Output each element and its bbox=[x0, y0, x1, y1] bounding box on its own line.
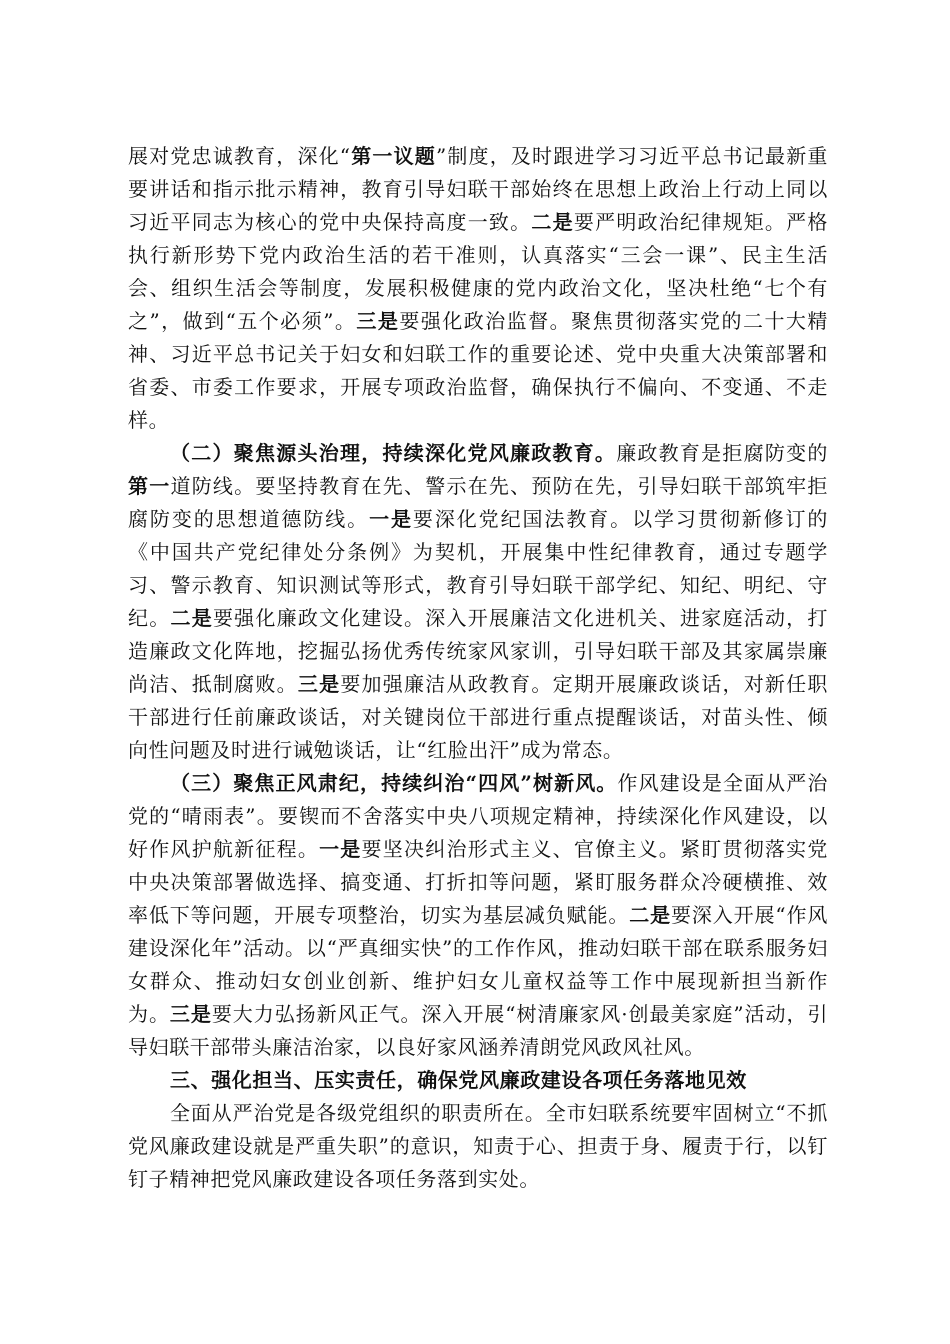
text-segment: 要深入开展“作风建设深化年”活动。以“严真细实快”的工作作风，推动妇联干部在联系服务妇女群众、推动妇女创业创新、维护妇女儿童权益等工作中展现新担当新作为。 bbox=[128, 903, 829, 1026]
bold-text-segment: 一是 bbox=[319, 837, 362, 861]
bold-text-segment: 三是 bbox=[169, 1002, 212, 1026]
bold-text-segment: （二）聚焦源头治理，持续深化党风廉政教育。 bbox=[170, 441, 617, 465]
document-page bbox=[128, 140, 828, 1196]
bold-text-segment: 三是 bbox=[356, 309, 400, 333]
bold-text-segment: 第一 bbox=[128, 474, 171, 498]
text-segment: 要加强廉洁从政教育。定期开展廉政谈话，对新任职干部进行任前廉政谈话，对关键岗位干部进行重点提醒谈话，对苗头性、倾向性问题及时进行诫勉谈话，让“红脸出汗”成为常态。 bbox=[128, 672, 828, 762]
text-segment: 要深化党纪国法教育。以学习贯彻新修订的《中国共产党纪律处分条例》为契机，开展集中性纪律教育，通过专题学习、警示教育、知识测试等形式，教育引导妇联干部学纪、知纪、明纪、守纪。 bbox=[128, 507, 829, 630]
text-segment: ”制度，及时跟进学习习近平总书记最新重要讲话和指示批示精神，教育引导妇联干部始终在思想上政治上行动上同以习近平同志为核心的党中央保持高度一致。 bbox=[128, 144, 829, 234]
closing-paragraph: 全面从严治党是各级党组织的职责所在。全市妇联系统要牢固树立“不抓党风廉政建设就是严重失职”的意识，知责于心、担责于身、履责于行，以钉钉子精神把党风廉政建设各项任务落到实处。 bbox=[128, 1101, 828, 1191]
text-segment: 廉政教育是拒腐防变的 bbox=[616, 441, 829, 465]
text-segment: 道防线。要坚持教育在先、警示在先、预防在先，引导妇联干部筑牢拒腐防变的思想道德防线。 bbox=[128, 474, 828, 531]
text-segment: 要强化廉政文化建设。深入开展廉洁文化进机关、进家庭活动，打造廉政文化阵地，挖掘弘扬优秀传统家风家训，引导妇联干部及其家属崇廉尚洁、抵制腐败。 bbox=[128, 606, 829, 696]
paragraph-integrity-education bbox=[128, 437, 828, 767]
section-heading: 三、强化担当、压实责任，确保党风廉政建设各项任务落地见效 bbox=[170, 1068, 747, 1092]
bold-text-segment: （三）聚焦正风肃纪，持续纠治“四风”树新风。 bbox=[170, 771, 618, 795]
bold-text-segment: 二是 bbox=[531, 210, 574, 234]
bold-text-segment: 第一议题 bbox=[350, 144, 436, 168]
text-segment: 展对党忠诚教育，深化“ bbox=[128, 144, 351, 168]
bold-text-segment: 二是 bbox=[170, 606, 213, 630]
text-segment: 要坚决纠治形式主义、官僚主义。紧盯贯彻落实党中央决策部署做选择、搞变通、打折扣等问题，紧盯服务群众冷硬横推、效率低下等问题，开展专项整治，切实为基层减负赋能。 bbox=[128, 837, 828, 927]
paragraph-political-discipline bbox=[128, 140, 828, 437]
text-segment: 作风建设是全面从严治党的“晴雨表”。要锲而不舍落实中央八项规定精神，持续深化作风建设，以好作风护航新征程。 bbox=[128, 771, 829, 861]
bold-text-segment: 三是 bbox=[297, 672, 341, 696]
text-segment: 要强化政治监督。聚焦贯彻落实党的二十大精神、习近平总书记关于妇女和妇联工作的重要论述、党中央重大决策部署和省委、市委工作要求，开展专项政治监督，确保执行不偏向、不变通、不走样。 bbox=[128, 309, 828, 432]
paragraph-work-style bbox=[128, 767, 828, 1064]
bold-text-segment: 一是 bbox=[369, 507, 413, 531]
text-segment: 要大力弘扬新风正气。深入开展“树清廉家风·创最美家庭”活动，引导妇联干部带头廉洁治家，以良好家风涵养清朗党风政风社风。 bbox=[128, 1002, 829, 1059]
text-segment: 要严明政治纪律规矩。严格执行新形势下党内政治生活的若干准则，认真落实“三会一课”、民主生活会、组织生活会等制度，发展积极健康的党内政治文化，坚决杜绝“七个有之”，做到“五个必须”。 bbox=[128, 210, 828, 333]
bold-text-segment: 二是 bbox=[629, 903, 671, 927]
